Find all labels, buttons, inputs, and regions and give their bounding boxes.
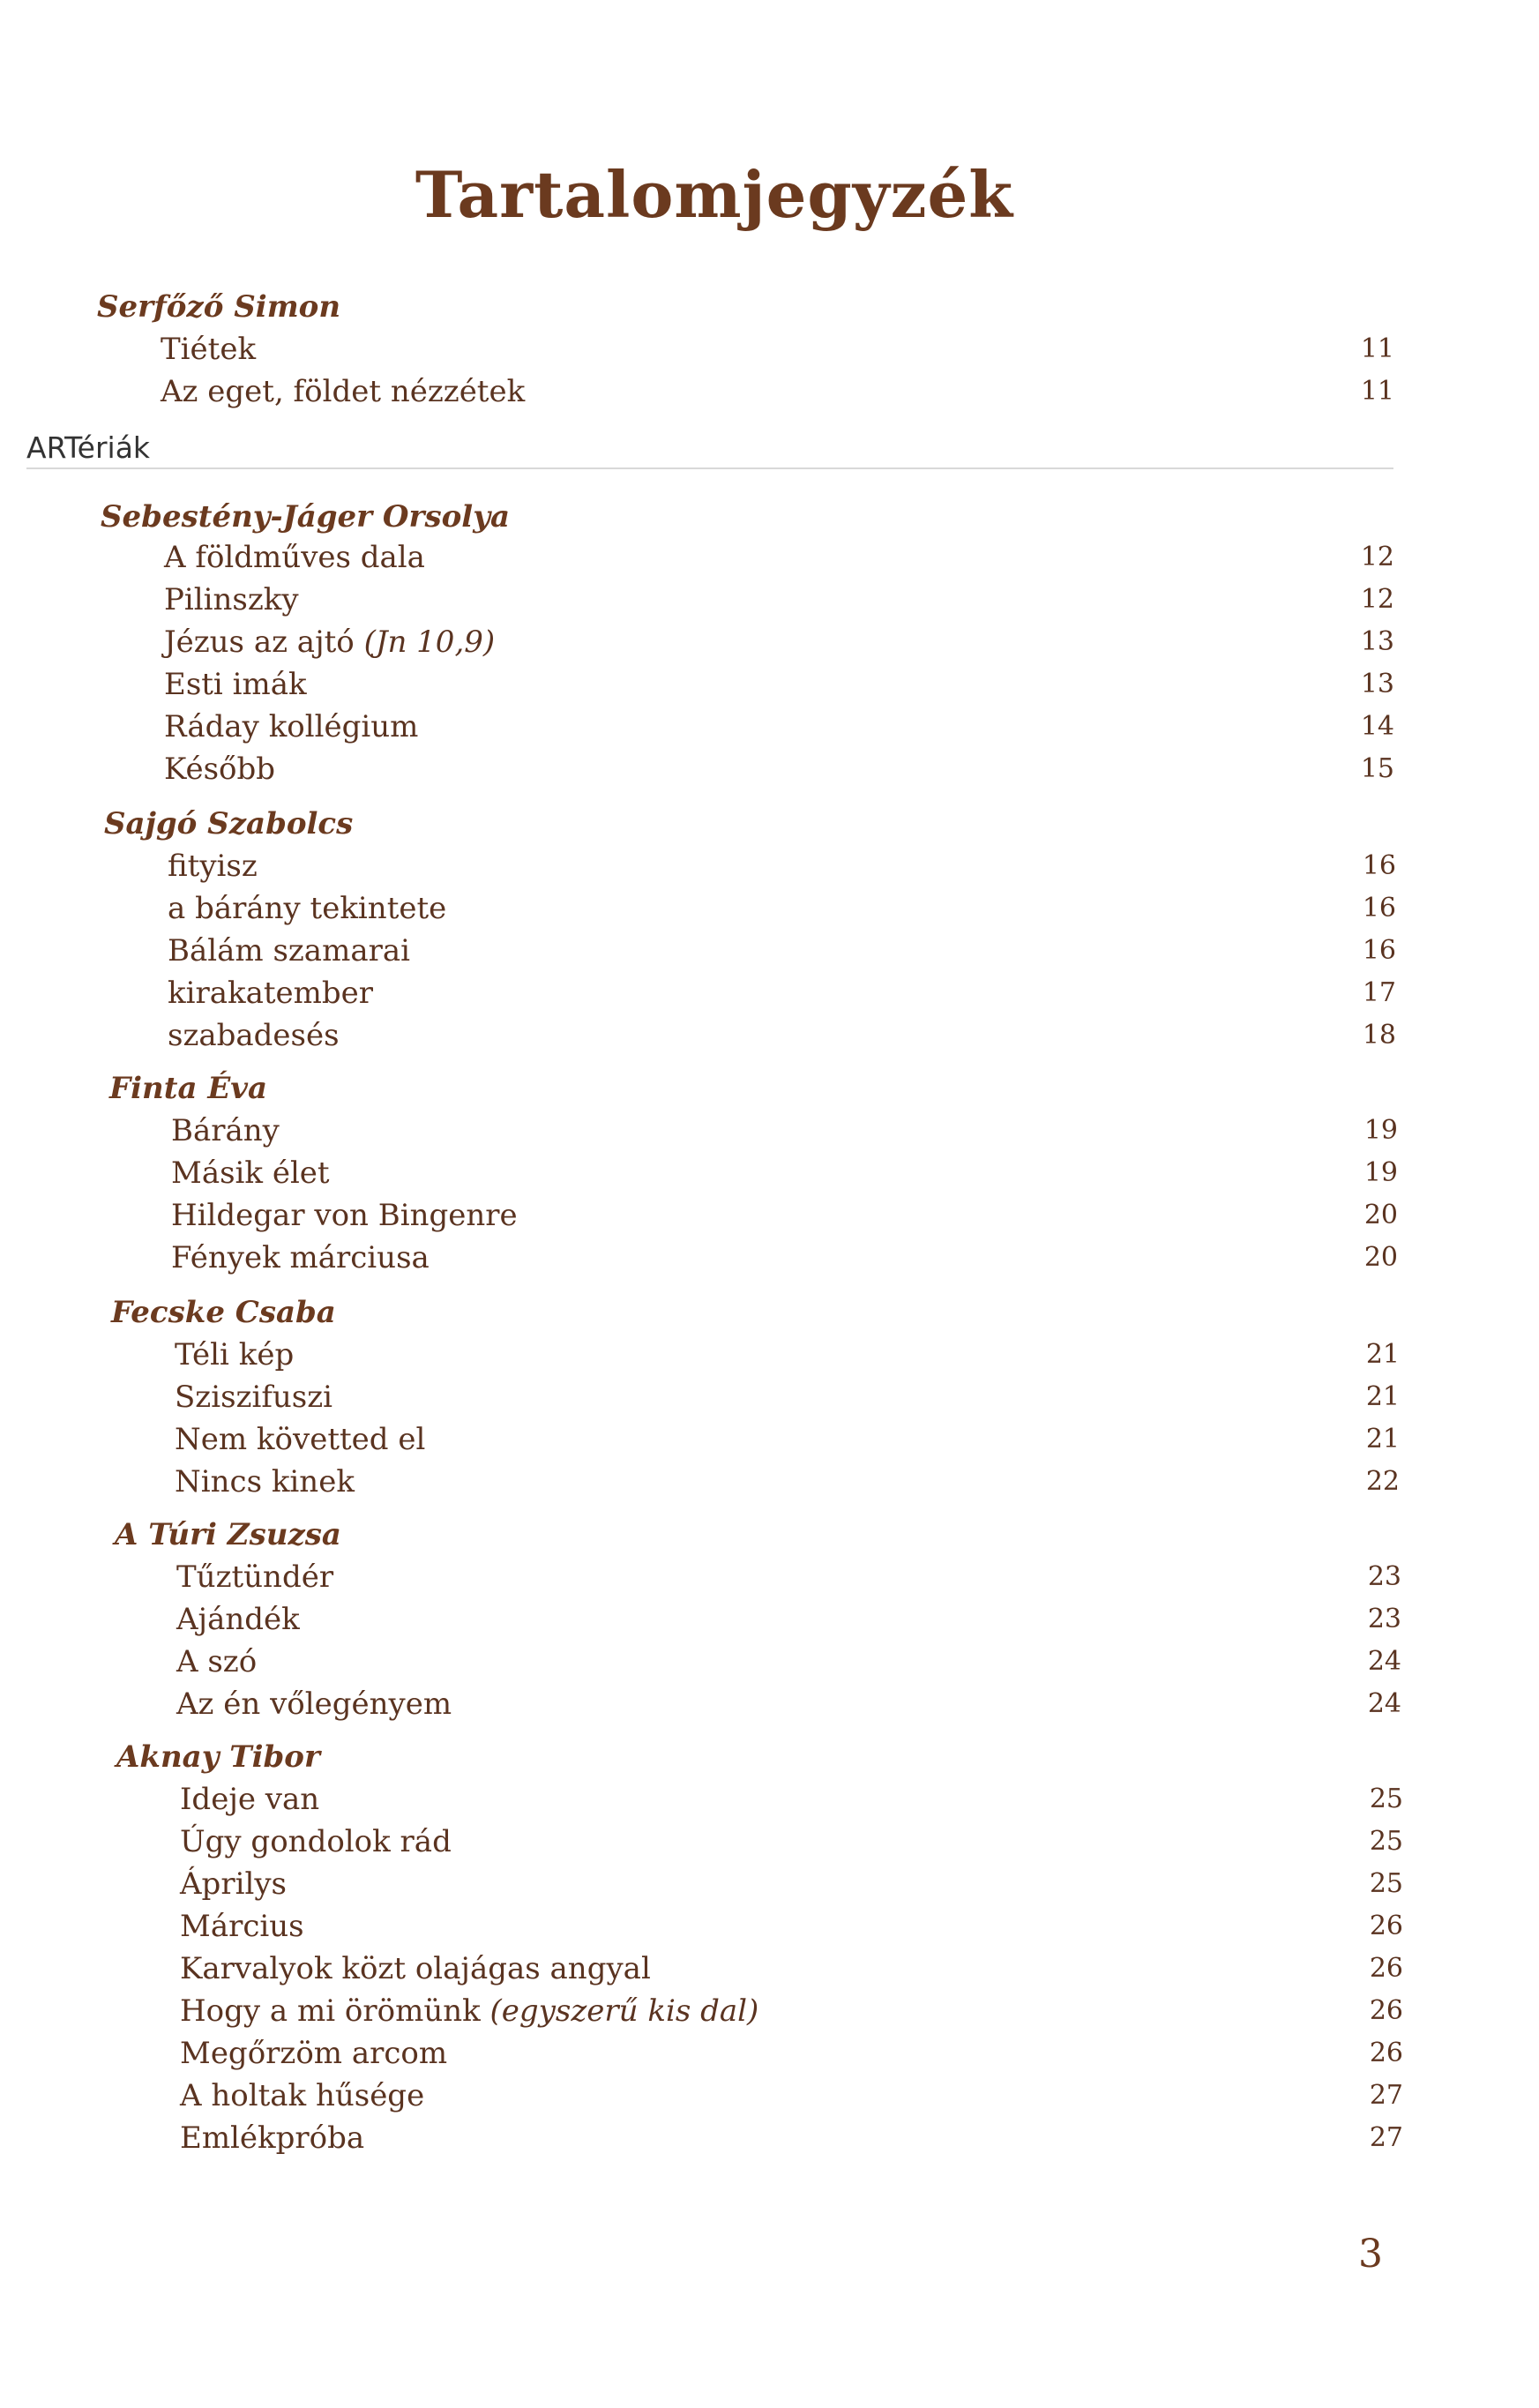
toc-entry-title: Ideje van [180,1782,320,1817]
toc-entry-page: 21 [1365,1424,1400,1455]
toc-entry-page: 16 [1362,893,1396,924]
toc-entry-page: 13 [1360,626,1394,657]
toc-entry-title: Bálám szamarai [168,933,410,968]
toc-entry-page: 19 [1363,1157,1398,1188]
toc-entry-page: 20 [1363,1200,1398,1230]
toc-entry [171,1198,518,1233]
toc-entry-page: 26 [1369,1911,1403,1941]
toc-entry-title: Másik élet [171,1155,330,1191]
toc-entry [164,582,299,617]
toc-entry [164,667,307,702]
page-title: Tartalomjegyzék [415,157,1014,232]
toc-entry [164,540,425,575]
toc-entry [175,1464,355,1499]
toc-entry-page: 16 [1362,935,1396,966]
toc-entry-page: 16 [1362,850,1396,881]
toc-author: Sajgó Szabolcs [104,806,354,841]
toc-entry-title: A holtak hűsége [180,2078,425,2113]
toc-entry-title: fityisz [168,849,258,884]
toc-entry-page: 23 [1367,1561,1401,1592]
toc-entry-page: 21 [1365,1339,1400,1370]
toc-entry-title: kirakatember [168,976,374,1011]
toc-entry [180,1782,319,1817]
toc-entry [176,1559,333,1595]
toc-entry-page: 11 [1360,376,1394,407]
toc-entry-page: 11 [1360,333,1394,364]
toc-entry-note: (egyszerű kis dal) [489,1993,759,2029]
toc-entry-page: 22 [1365,1466,1400,1497]
toc-entry [180,2036,447,2071]
toc-entry [176,1602,300,1637]
toc-entry-title: Az eget, földet nézzétek [161,374,526,409]
toc-entry [180,1866,287,1902]
toc-entry-title: Téli kép [175,1337,295,1372]
toc-entry-title: Nem követted el [175,1422,426,1457]
toc-entry [180,1951,651,1986]
toc-entry-page: 23 [1367,1604,1401,1634]
toc-entry-title: Jézus az ajtó [164,624,355,660]
toc-entry-page: 25 [1369,1784,1403,1814]
toc-entry-title: Pilinszky [164,582,299,617]
toc-entry-title: Emlékpróba [180,2120,365,2156]
toc-entry-page: 19 [1363,1115,1398,1146]
toc-entry-title: Március [180,1909,304,1944]
toc-entry-page: 21 [1365,1381,1400,1412]
toc-entry [180,1993,758,2029]
toc-entry [171,1240,430,1275]
toc-entry-page: 18 [1362,1020,1396,1051]
toc-entry [164,709,418,744]
toc-entry-page: 12 [1360,584,1394,615]
toc-entry [168,1018,340,1053]
toc-entry [171,1113,280,1148]
toc-entry-title: Tiétek [161,332,257,367]
toc-entry [168,976,373,1011]
toc-entry-title: Fények márciusa [171,1240,430,1275]
toc-author: Serfőző Simon [97,289,341,325]
toc-entry-title: Tűztündér [176,1559,334,1595]
toc-author: Sebestény-Jáger Orsolya [101,499,510,535]
toc-entry [180,2078,424,2113]
toc-entry [161,374,525,409]
toc-entry [175,1422,425,1457]
toc-entry-page: 26 [1369,1953,1403,1984]
section-header-label: ARTériák [26,430,151,465]
toc-entry [176,1644,257,1679]
toc-entry-title: Áprilys [180,1866,287,1902]
toc-entry-title: Nincs kinek [175,1464,355,1499]
toc-entry [180,1909,304,1944]
toc-entry [175,1337,294,1372]
toc-entry-page: 12 [1360,542,1394,572]
toc-author: Fecske Csaba [111,1295,336,1330]
toc-entry [175,1380,332,1415]
toc-entry-title: Sziszifuszi [175,1380,333,1415]
toc-entry-title: A szó [176,1644,258,1679]
toc-author: Finta Éva [109,1071,268,1106]
toc-entry-title: A földműves dala [164,540,425,575]
toc-entry-page: 26 [1369,2038,1403,2068]
toc-entry [180,1824,452,1859]
toc-entry-page: 27 [1369,2080,1403,2111]
toc-entry [164,752,275,787]
toc-entry-page: 27 [1369,2122,1403,2153]
toc-entry-page: 25 [1369,1868,1403,1899]
toc-entry-title: Az én vőlegényem [176,1686,452,1722]
toc-entry-page: 15 [1360,753,1394,784]
toc-entry-title: Bárány [171,1113,280,1148]
toc-entry-title: Hildegar von Bingenre [171,1198,518,1233]
toc-entry-title: a bárány tekintete [168,891,447,926]
toc-entry-page: 20 [1363,1242,1398,1273]
toc-entry-title: Esti imák [164,667,307,702]
toc-entry [168,933,410,968]
toc-author: A Túri Zsuzsa [115,1517,341,1552]
toc-entry-title: Karvalyok közt olajágas angyal [180,1951,651,1986]
toc-author: Aknay Tibor [116,1739,320,1775]
toc-entry [168,891,446,926]
toc-entry [168,849,258,884]
toc-entry-title: Ajándék [176,1602,300,1637]
toc-entry-page: 26 [1369,1995,1403,2026]
toc-entry-page: 14 [1360,711,1394,742]
toc-entry-title: Hogy a mi örömünk [180,1993,481,2029]
toc-entry [176,1686,452,1722]
toc-entry-page: 13 [1360,669,1394,699]
toc-entry [180,2120,364,2156]
page-number: 3 [1358,2232,1383,2277]
toc-entry-page: 17 [1362,977,1396,1008]
toc-entry-page: 24 [1367,1646,1401,1677]
toc-entry-title: szabadesés [168,1018,340,1053]
toc-entry-title: Később [164,752,276,787]
toc-entry-title: Ráday kollégium [164,709,419,744]
toc-entry-title: Úgy gondolok rád [180,1824,452,1859]
toc-entry-note: (Jn 10,9) [363,624,496,660]
toc-entry [164,624,495,660]
toc-entry-page: 24 [1367,1688,1401,1719]
toc-entry-page: 25 [1369,1826,1403,1857]
toc-entry [161,332,256,367]
toc-entry [171,1155,330,1191]
toc-entry-title: Megőrzöm arcom [180,2036,448,2071]
